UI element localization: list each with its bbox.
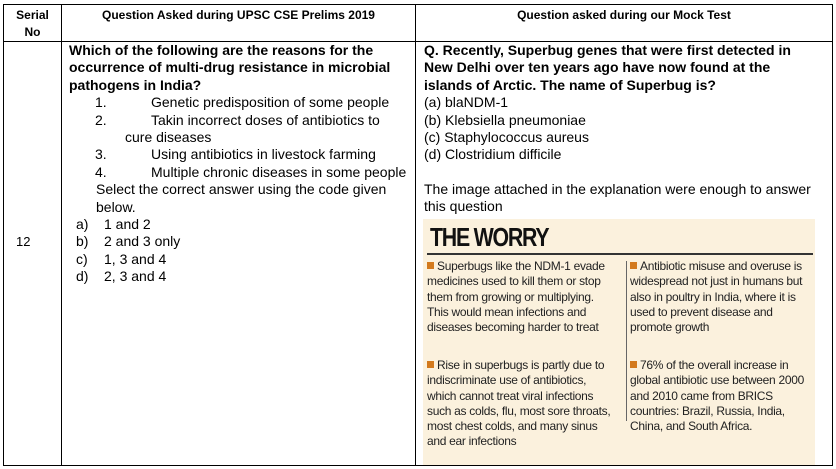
column-divider-2: [415, 4, 416, 466]
table-bottom-border: [3, 465, 833, 466]
mock-option: (c) Staphylococcus aureus: [424, 129, 589, 146]
clipping-bullet-text: Rise in superbugs is partly due to indiscriminate use of antibiotics, which cannot treat viral infections such as colds, flu, most sore throats, most chest colds, and many sinus and ear infections: [427, 358, 611, 449]
statement-text: Using antibiotics in livestock farming: [151, 146, 376, 163]
header-serial-line1: Serial: [16, 8, 49, 22]
answer-option: [69, 216, 409, 233]
bullet-square-icon: [630, 262, 637, 269]
statement-item: [69, 94, 409, 111]
answer-option: [69, 251, 409, 268]
clipping-rule: [427, 253, 813, 255]
clipping-bullet: [427, 259, 617, 335]
answer-text: 1 and 2: [104, 216, 151, 233]
statement-item: [69, 164, 409, 181]
clipping-column-divider: [626, 261, 627, 421]
upsc-question-text: Which of the following are the reasons for the occurrence of multi-drug resistance in microbial pathogens in India?: [69, 42, 391, 93]
statement-list: [69, 94, 409, 181]
bullet-square-icon: [427, 262, 434, 269]
newspaper-clipping: [423, 219, 815, 465]
upsc-question: [69, 42, 409, 286]
statement-item: [69, 146, 409, 163]
bullet-square-icon: [427, 361, 434, 368]
statement-text: Multiple chronic diseases in some people: [151, 163, 407, 180]
table-top-border: [3, 4, 833, 5]
mock-option: (a) blaNDM-1: [424, 94, 509, 111]
mock-question: [424, 42, 819, 216]
answer-option: [69, 268, 409, 285]
statement-number: 1.: [95, 94, 107, 111]
statement-number: 4.: [95, 163, 107, 180]
clipping-bullet: [630, 259, 812, 335]
mock-option: (b) Klebsiella pneumoniae: [424, 111, 586, 128]
statement-item: [69, 112, 409, 147]
header-upsc: Question Asked during UPSC CSE Prelims 2019: [102, 8, 375, 22]
header-serial: [4, 8, 61, 40]
serial-number: 12: [16, 234, 31, 249]
statement-number: 2.: [95, 111, 107, 128]
answer-option: [69, 233, 409, 250]
statement-text: Genetic predisposition of some people: [151, 94, 390, 111]
answer-label: a): [76, 216, 89, 233]
answer-options: [69, 216, 409, 286]
clipping-bullet: [630, 358, 812, 434]
statement-number: 3.: [95, 146, 107, 163]
mock-question-text: Q. Recently, Superbug genes that were first detected in New Delhi over ten years ago have now found at the islands of Arctic. The name of Superbug is?: [424, 42, 791, 93]
bullet-square-icon: [630, 361, 637, 368]
clipping-bullet-text: 76% of the overall increase in global antibiotic use between 2000 and 2010 came from BRICS countries: Brazil, Russia, India, China, and South Africa.: [630, 358, 804, 434]
clipping-bullet-text: Superbugs like the NDM-1 evade medicines used to kill them or stop them from growing or multiplying. This would mean infections and diseases becoming harder to treat: [427, 259, 605, 335]
header-mock: Question asked during our Mock Test: [517, 8, 731, 22]
mock-option: (d) Clostridium difficile: [424, 146, 562, 163]
header-serial-line2: No: [24, 25, 41, 39]
clipping-title: THE WORRY: [430, 222, 549, 252]
answer-text: 1, 3 and 4: [104, 250, 167, 267]
table-left-border: [3, 4, 4, 466]
column-divider-1: [61, 4, 62, 466]
answer-text: 2 and 3 only: [104, 233, 181, 250]
answer-label: b): [76, 233, 89, 250]
clipping-bullet-text: Antibiotic misuse and overuse is widespread not just in humans but also in poultry in India, where it is used to prevent disease and promote growth: [630, 259, 803, 335]
table-right-border: [832, 4, 833, 466]
clipping-bullet: [427, 358, 617, 450]
answer-text: 2, 3 and 4: [104, 268, 167, 285]
explanation-note: The image attached in the explanation were enough to answer this question: [424, 180, 811, 215]
answer-label: c): [76, 250, 88, 267]
instruction-text: Select the correct answer using the code given below.: [96, 181, 387, 215]
statement-text: Takin incorrect doses of antibiotics to cure diseases: [125, 111, 380, 146]
answer-label: d): [76, 268, 89, 285]
